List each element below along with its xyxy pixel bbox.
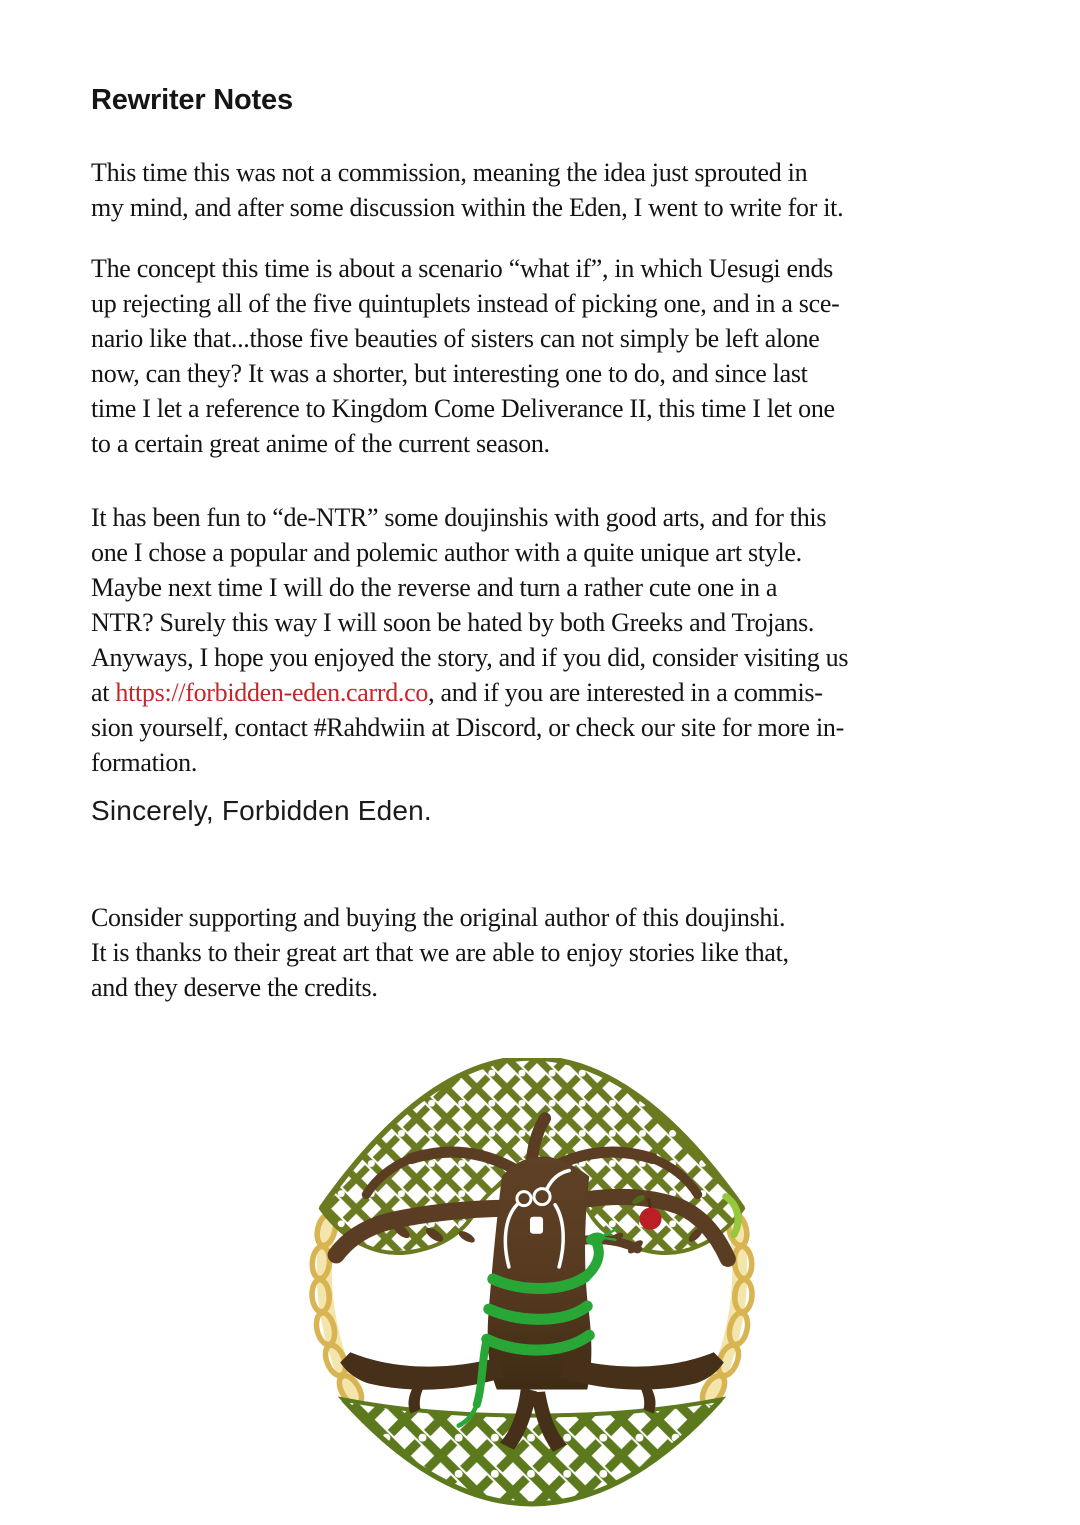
text-line: formation. <box>91 748 198 777</box>
text-line: nario like that...those five beauties of sisters can not simply be left alone <box>91 324 820 353</box>
tree-of-life-logo <box>296 1058 768 1510</box>
paragraph-concept <box>91 251 991 461</box>
link-line-pre: at <box>91 678 116 707</box>
text-line: Maybe next time I will do the reverse and turn a rather cute one in a <box>91 573 778 602</box>
text-line: to a certain great anime of the current season. <box>91 429 550 458</box>
text-line: This time this was not a commission, meaning the idea just sprouted in <box>91 158 808 187</box>
text-line: now, can they? It was a shorter, but interesting one to do, and since last <box>91 359 808 388</box>
text-line: Anyways, I hope you enjoyed the story, and if you did, consider visiting us <box>91 643 849 672</box>
text-line: and they deserve the credits. <box>91 973 378 1002</box>
paragraph-intro <box>91 155 991 225</box>
text-line: one I chose a popular and polemic author with a quite unique art style. <box>91 538 802 567</box>
text-line: Consider supporting and buying the original author of this doujinshi. <box>91 903 786 932</box>
text-line: my mind, and after some discussion within the Eden, I went to write for it. <box>91 193 844 222</box>
text-line: It has been fun to “de-NTR” some doujinshis with good arts, and for this <box>91 503 827 532</box>
apple-icon <box>639 1208 661 1230</box>
paragraph-support <box>91 900 991 1005</box>
text-line-with-link <box>91 675 991 710</box>
celtic-knot-root-mound <box>343 1399 721 1503</box>
signature: Sincerely, Forbidden Eden. <box>91 795 432 826</box>
text-line: up rejecting all of the five quintuplets instead of picking one, and in a sce- <box>91 289 840 318</box>
paragraph-dentr <box>91 500 991 780</box>
tree-of-life-svg <box>296 1058 768 1510</box>
page-title: Rewriter Notes <box>91 84 293 116</box>
text-line: time I let a reference to Kingdom Come Deliverance II, this time I let one <box>91 394 835 423</box>
forbidden-eden-link[interactable]: https://forbidden-eden.carrd.co <box>115 678 429 707</box>
text-line: NTR? Surely this way I will soon be hated by both Greeks and Trojans. <box>91 608 815 637</box>
text-line: The concept this time is about a scenario “what if”, in which Uesugi ends <box>91 254 833 283</box>
link-line-post: , and if you are interested in a commis- <box>428 678 823 707</box>
text-line: It is thanks to their great art that we are able to enjoy stories like that, <box>91 938 789 967</box>
text-line: sion yourself, contact #Rahdwiin at Discord, or check our site for more in- <box>91 713 844 742</box>
